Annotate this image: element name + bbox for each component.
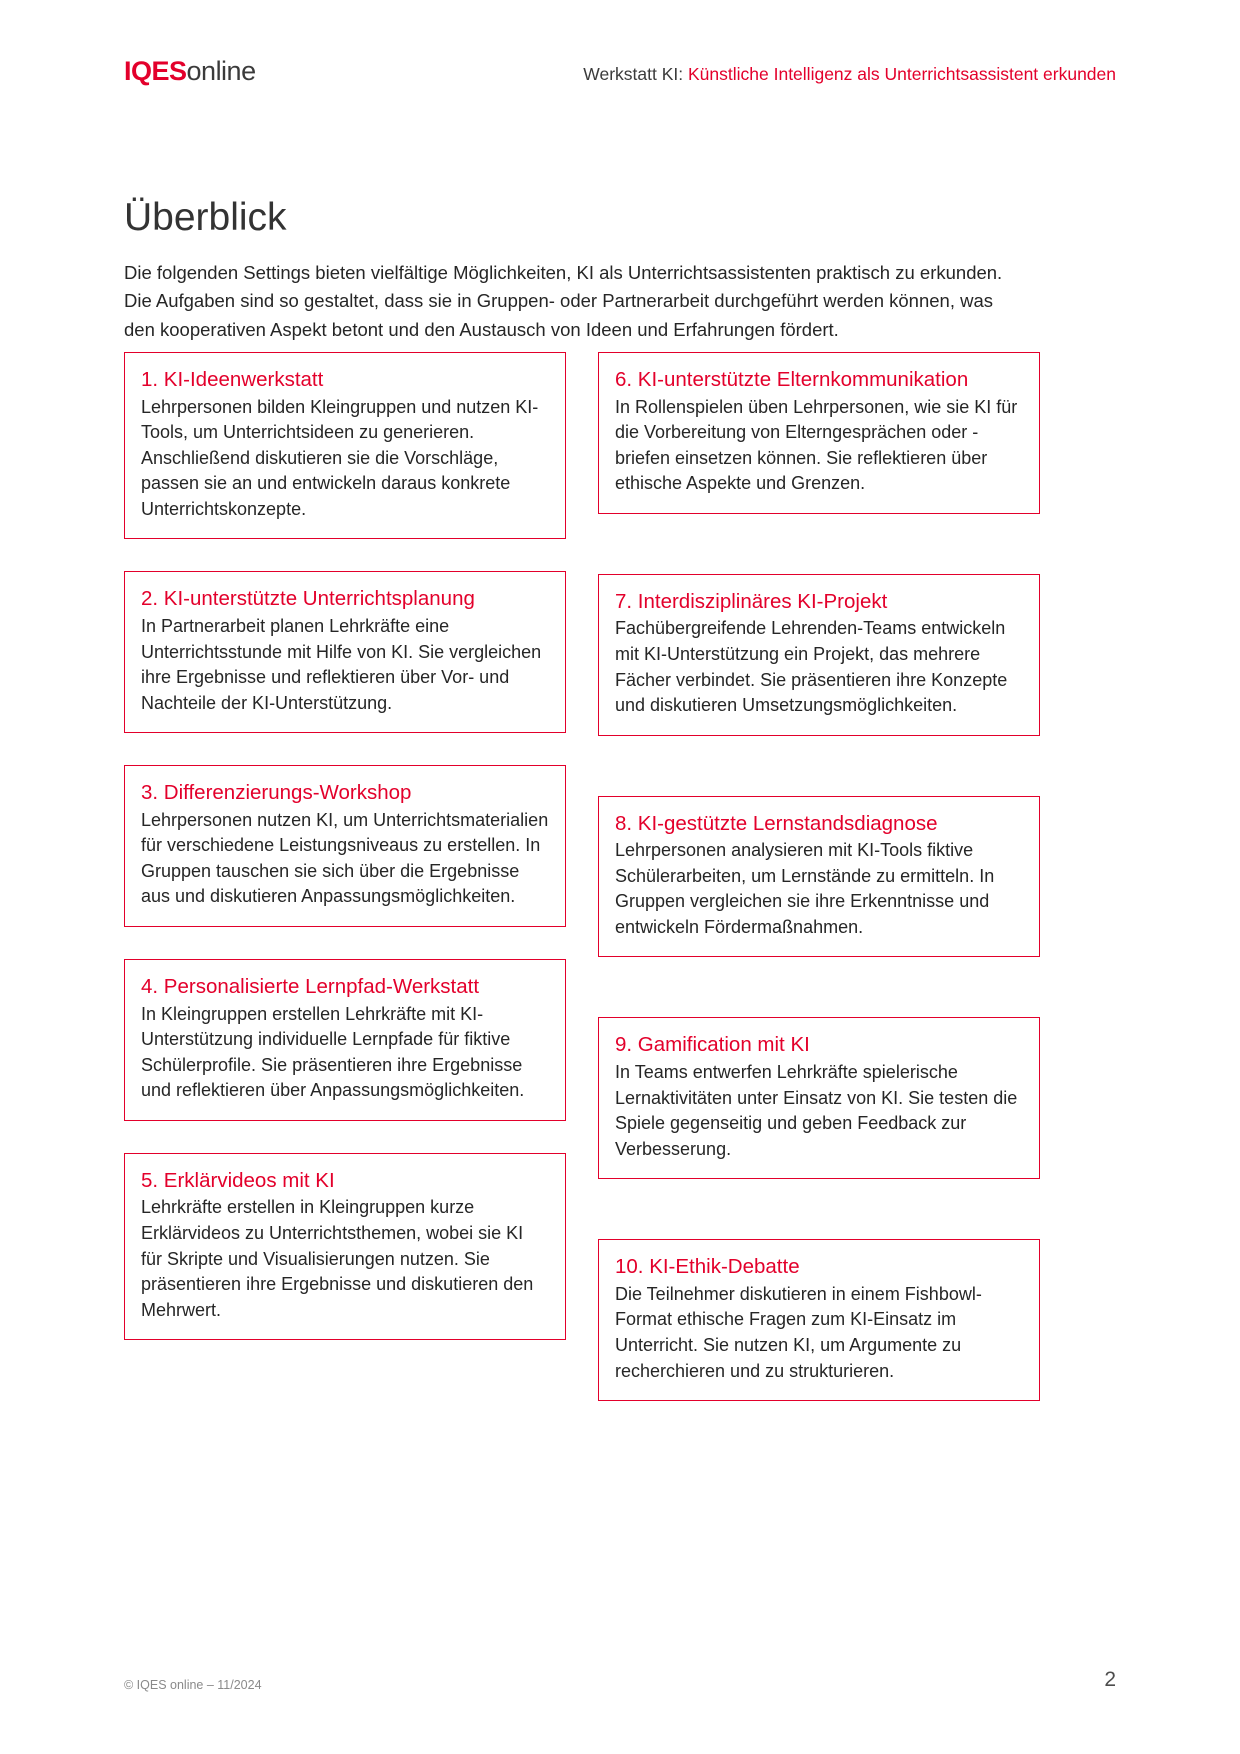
page-footer: [124, 1668, 1116, 1692]
setting-card-title: 10. KI-Ethik-Debatte: [615, 1255, 800, 1279]
setting-card-title: 1. KI-Ideenwerkstatt: [141, 368, 324, 391]
setting-card: [124, 1153, 566, 1340]
column-spacer: [598, 989, 1040, 1017]
setting-card-text: In Partnerarbeit planen Lehrkräfte eine Unterrichtsstunde mit Hilfe von KI. Sie vergleichen ihre Ergebnisse und reflektieren über Vor- und Nachteile der KI-Unterstützung.: [141, 615, 542, 713]
setting-card: [598, 352, 1040, 514]
setting-card-text: Lehrpersonen bilden Kleingruppen und nutzen KI-Tools, um Unterrichtsideen zu generieren. Anschließend diskutieren sie die Vorschläge, passen sie an und entwickeln daraus konkrete Unterrichtskonzepte.: [141, 396, 539, 519]
page-number: 2: [1104, 1668, 1116, 1691]
setting-card: [124, 352, 566, 539]
right-column: [598, 352, 1040, 1433]
logo-primary-text: IQES: [124, 56, 187, 86]
setting-card-title: 8. KI-gestützte Lernstandsdiagnose: [615, 811, 938, 835]
setting-card-text: In Rollenspielen üben Lehrpersonen, wie sie KI für die Vorbereitung von Elterngesprächen oder -briefen einsetzen können. Sie reflektieren über ethische Aspekte und Grenzen.: [615, 396, 1018, 494]
footer-copyright: © IQES online – 11/2024: [124, 1678, 262, 1692]
setting-card-title: 5. Erklärvideos mit KI: [141, 1168, 335, 1192]
column-spacer: [598, 546, 1040, 574]
setting-card: [124, 959, 566, 1121]
settings-columns: [124, 352, 1040, 1433]
setting-card-title: 4. Personalisierte Lernpfad-Werkstatt: [141, 974, 480, 998]
setting-card-title: 7. Interdisziplinäres KI-Projekt: [615, 589, 888, 613]
setting-card-text: In Kleingruppen erstellen Lehrkräfte mit KI-Unterstützung individuelle Lernpfade für fiktive Schülerprofile. Sie präsentieren ihre Ergebnisse und reflektieren über Anpassungsmöglichkeiten.: [141, 1003, 525, 1101]
header-title: [583, 58, 1116, 85]
setting-card-text: Lehrpersonen nutzen KI, um Unterrichtsmaterialien für verschiedene Leistungsniveaus zu erstellen. In Gruppen tauschen sie sich über die Ergebnisse aus und diskutieren Anpassungsmöglichkeiten.: [141, 809, 549, 907]
column-spacer: [598, 1211, 1040, 1239]
setting-card: [124, 571, 566, 733]
column-spacer: [598, 768, 1040, 796]
setting-card-text: Die Teilnehmer diskutieren in einem Fishbowl-Format ethische Fragen zum KI-Einsatz im Unterricht. Sie nutzen KI, um Argumente zu recherchieren und zu strukturieren.: [615, 1283, 982, 1381]
setting-card-title: 3. Differenzierungs-Workshop: [141, 781, 412, 805]
header-title-main: Werkstatt KI:: [583, 64, 688, 84]
iqes-logo: [124, 58, 256, 85]
setting-card-text: Fachübergreifende Lehrenden-Teams entwickeln mit KI-Unterstützung ein Projekt, das mehrere Fächer verbindet. Sie präsentieren ihre Konzepte und diskutieren Umsetzungsmöglichkeiten.: [615, 618, 1008, 716]
page-title: Überblick: [124, 196, 287, 240]
intro-paragraph: Die folgenden Settings bieten vielfältige Möglichkeiten, KI als Unterrichtsassistenten praktisch zu erkunden. Die Aufgaben sind so gestaltet, dass sie in Gruppen- oder Partnerarbeit durchgeführt werden können, was den kooperativen Aspekt betont und den Austausch von Ideen und Erfahrungen fördert.: [124, 261, 1003, 340]
setting-card-text: Lehrkräfte erstellen in Kleingruppen kurze Erklärvideos zu Unterrichtsthemen, wobei sie KI für Skripte und Visualisierungen nutzen. Sie präsentieren ihre Ergebnisse und diskutieren den Mehrwert.: [141, 1197, 534, 1320]
setting-card: [598, 1017, 1040, 1179]
setting-card-text: Lehrpersonen analysieren mit KI-Tools fiktive Schülerarbeiten, um Lernstände zu ermitteln. In Gruppen vergleichen sie ihre Erkenntnisse und entwickeln Fördermaßnahmen.: [615, 840, 995, 937]
header-title-subtitle: Künstliche Intelligenz als Unterrichtsassistent erkunden: [688, 64, 1116, 84]
setting-card: [598, 574, 1040, 736]
setting-card-title: 9. Gamification mit KI: [615, 1033, 810, 1057]
setting-card: [598, 796, 1040, 958]
setting-card-title: 6. KI-unterstützte Elternkommunikation: [615, 368, 969, 391]
setting-card: [598, 1239, 1040, 1401]
left-column: [124, 352, 566, 1433]
logo-secondary-text: online: [186, 56, 256, 86]
setting-card-title: 2. KI-unterstützte Unterrichtsplanung: [141, 587, 475, 611]
setting-card: [124, 765, 566, 927]
setting-card-text: In Teams entwerfen Lehrkräfte spielerische Lernaktivitäten unter Einsatz von KI. Sie testen die Spiele gegenseitig und geben Feedback zur Verbesserung.: [615, 1062, 1018, 1159]
page-header: [124, 58, 1116, 98]
